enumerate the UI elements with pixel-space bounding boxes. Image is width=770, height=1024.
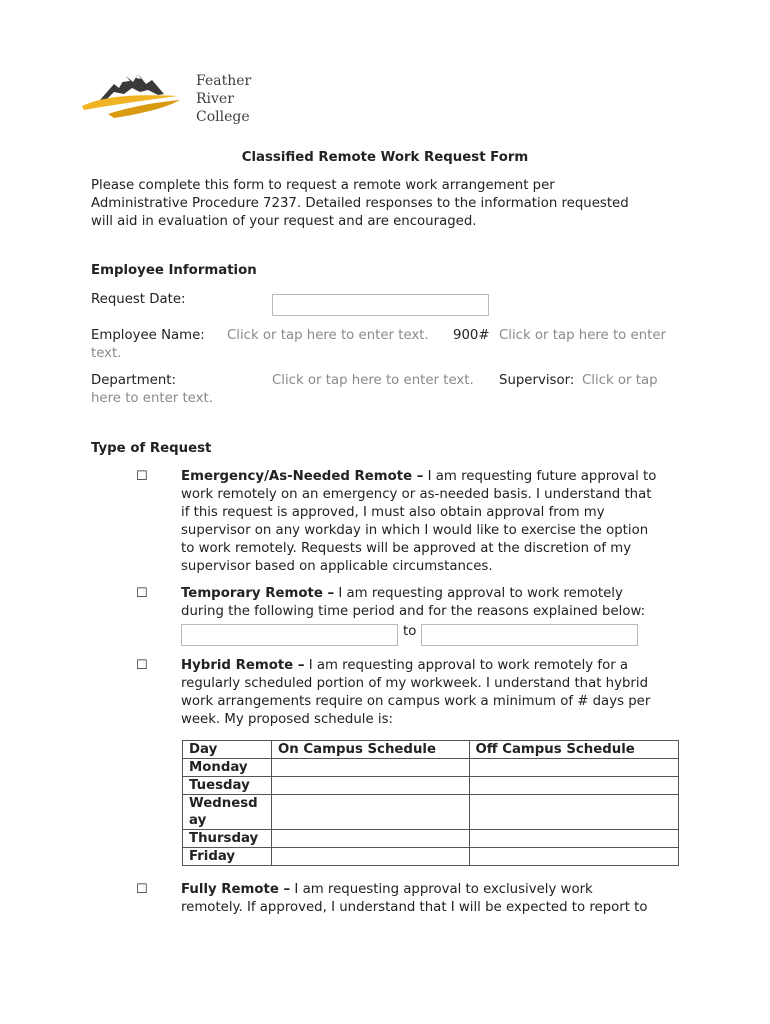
table-row bbox=[183, 759, 679, 777]
hybrid-option-text: regularly scheduled portion of my workweek. I understand that hybrid bbox=[181, 676, 649, 691]
table-header-row bbox=[183, 741, 679, 759]
department-field[interactable]: Click or tap here to enter text. bbox=[272, 373, 474, 388]
day-cell: Tuesday bbox=[183, 777, 272, 795]
supervisor-label: Supervisor: bbox=[499, 373, 575, 388]
hybrid-checkbox[interactable]: ☐ bbox=[136, 658, 148, 673]
fully-remote-checkbox[interactable]: ☐ bbox=[136, 882, 148, 897]
off-campus-cell[interactable] bbox=[469, 830, 679, 848]
intro-line-1: Please complete this form to request a remote work arrangement per bbox=[91, 178, 555, 193]
request-date-input[interactable] bbox=[272, 294, 489, 316]
temporary-option-line-1: Temporary Remote – I am requesting approval to work remotely bbox=[181, 586, 623, 601]
off-campus-cell[interactable] bbox=[469, 759, 679, 777]
supervisor-field[interactable]: Click or tap bbox=[582, 373, 658, 388]
emergency-option-line-1: Emergency/As-Needed Remote – I am requesting future approval to bbox=[181, 469, 657, 484]
on-campus-cell[interactable] bbox=[271, 759, 469, 777]
emergency-option-title: Emergency/As-Needed Remote – bbox=[181, 469, 424, 484]
id-number-field-continued[interactable]: text. bbox=[91, 346, 122, 361]
hybrid-option-text: week. My proposed schedule is: bbox=[181, 712, 393, 727]
on-campus-cell[interactable] bbox=[271, 848, 469, 866]
logo-text-line1: Feather bbox=[196, 73, 252, 89]
temporary-option-title: Temporary Remote – bbox=[181, 586, 335, 601]
id-number-field[interactable]: Click or tap here to enter bbox=[499, 328, 667, 343]
day-cell: Friday bbox=[183, 848, 272, 866]
emergency-option-text: if this request is approved, I must also obtain approval from my bbox=[181, 505, 605, 520]
emergency-option-text: supervisor on any workday in which I would like to exercise the option bbox=[181, 523, 649, 538]
on-campus-cell[interactable] bbox=[271, 777, 469, 795]
header-off-campus: Off Campus Schedule bbox=[469, 741, 679, 759]
logo-mark-icon bbox=[78, 70, 183, 122]
employee-name-field[interactable]: Click or tap here to enter text. bbox=[227, 328, 429, 343]
day-cell: Wednesd ay bbox=[183, 795, 272, 830]
hybrid-option-text: work arrangements require on campus work a minimum of # days per bbox=[181, 694, 651, 709]
emergency-option-text: supervisor based on applicable circumstances. bbox=[181, 559, 493, 574]
table-row bbox=[183, 795, 679, 830]
college-logo bbox=[78, 70, 258, 126]
id-number-label: 900# bbox=[453, 328, 490, 343]
request-date-label: Request Date: bbox=[91, 292, 186, 307]
temporary-to-label: to bbox=[403, 624, 417, 639]
table-row bbox=[183, 830, 679, 848]
off-campus-cell[interactable] bbox=[469, 777, 679, 795]
fully-remote-option-text: remotely. If approved, I understand that I will be expected to report to bbox=[181, 900, 648, 915]
department-label: Department: bbox=[91, 373, 176, 388]
off-campus-cell[interactable] bbox=[469, 795, 679, 830]
employee-name-label: Employee Name: bbox=[91, 328, 205, 343]
emergency-checkbox[interactable]: ☐ bbox=[136, 469, 148, 484]
off-campus-cell[interactable] bbox=[469, 848, 679, 866]
logo-text-line2: River bbox=[196, 91, 234, 107]
logo-text-line3: College bbox=[196, 109, 250, 125]
hybrid-option-line-1: Hybrid Remote – I am requesting approval to work remotely for a bbox=[181, 658, 629, 673]
intro-line-2: Administrative Procedure 7237. Detailed responses to the information requested bbox=[91, 196, 629, 211]
supervisor-field-continued[interactable]: here to enter text. bbox=[91, 391, 213, 406]
day-cell: Thursday bbox=[183, 830, 272, 848]
table-row bbox=[183, 848, 679, 866]
hybrid-option-title: Hybrid Remote – bbox=[181, 658, 305, 673]
temporary-option-text: during the following time period and for the reasons explained below: bbox=[181, 604, 646, 619]
emergency-option-text: to work remotely. Requests will be approved at the discretion of my bbox=[181, 541, 632, 556]
fully-remote-option-line-1: Fully Remote – I am requesting approval to exclusively work bbox=[181, 882, 593, 897]
hybrid-schedule-table bbox=[182, 740, 679, 866]
emergency-option-text: work remotely on an emergency or as-needed basis. I understand that bbox=[181, 487, 652, 502]
form-title: Classified Remote Work Request Form bbox=[241, 150, 529, 165]
temporary-start-date-input[interactable] bbox=[181, 624, 398, 646]
temporary-checkbox[interactable]: ☐ bbox=[136, 586, 148, 601]
header-day: Day bbox=[183, 741, 272, 759]
header-on-campus: On Campus Schedule bbox=[271, 741, 469, 759]
table-row bbox=[183, 777, 679, 795]
temporary-end-date-input[interactable] bbox=[421, 624, 638, 646]
day-cell: Monday bbox=[183, 759, 272, 777]
employee-info-heading: Employee Information bbox=[91, 263, 257, 278]
fully-remote-option-title: Fully Remote – bbox=[181, 882, 291, 897]
on-campus-cell[interactable] bbox=[271, 795, 469, 830]
on-campus-cell[interactable] bbox=[271, 830, 469, 848]
intro-line-3: will aid in evaluation of your request and are encouraged. bbox=[91, 214, 477, 229]
request-type-heading: Type of Request bbox=[91, 441, 212, 456]
